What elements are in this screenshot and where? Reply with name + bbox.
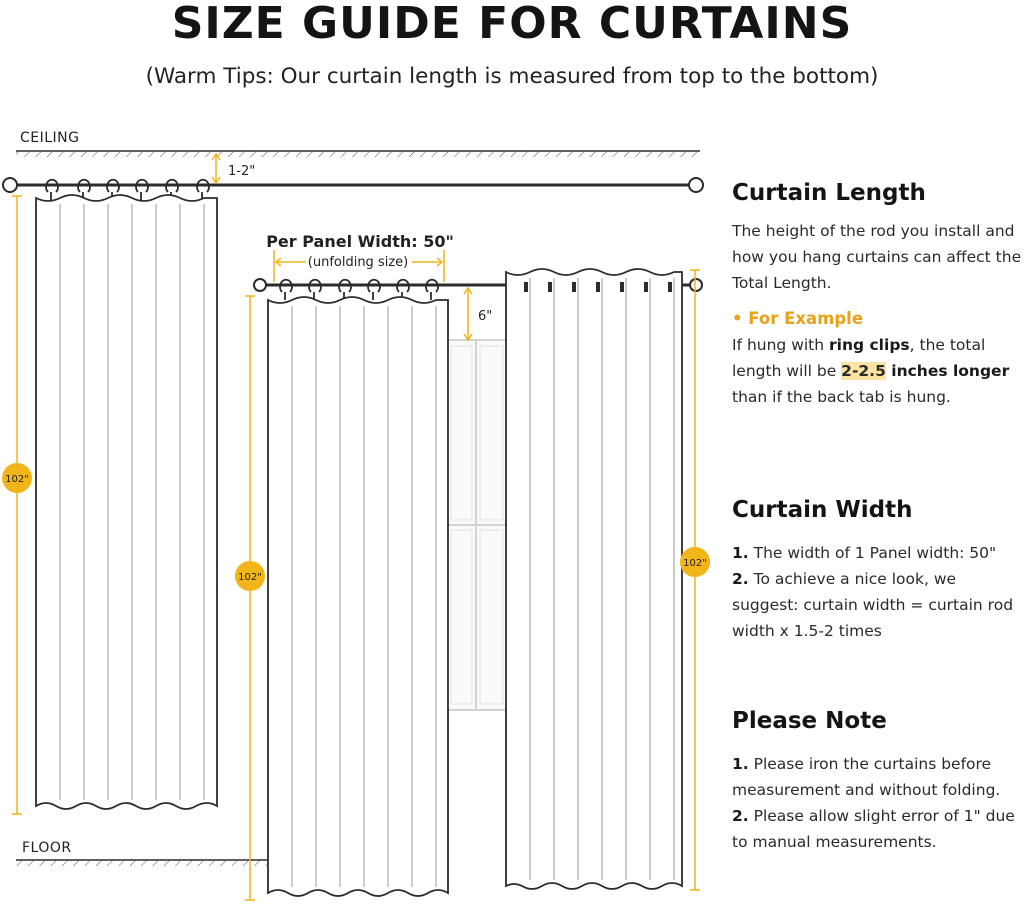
ceiling-label: CEILING	[20, 130, 80, 146]
curtain-width-item-2: 2. To achieve a nice look, we suggest: curtain width = curtain rod width x 1.5-2 times	[732, 570, 1014, 640]
please-note-section	[732, 708, 1024, 855]
page-title: SIZE GUIDE FOR CURTAINS	[171, 0, 853, 49]
please-note-item-2: 2. Please allow slight error of 1" due to manual measurements.	[732, 807, 1015, 851]
curtain-width-heading: Curtain Width	[732, 497, 913, 523]
floor-label: FLOOR	[22, 840, 72, 856]
example-label: • For Example	[732, 309, 864, 328]
length-left-label: 102"	[5, 474, 29, 485]
window-frame	[446, 340, 508, 710]
curtain-left	[36, 195, 217, 809]
curtain-width-section	[732, 497, 1024, 644]
length-right-label: 102"	[683, 558, 707, 569]
curtain-middle	[268, 297, 448, 896]
rod-gap-dimension	[212, 154, 220, 183]
highlight-value: 2-2.5	[841, 362, 886, 380]
length-dimension-middle	[235, 296, 265, 900]
drop-label: 6"	[478, 309, 493, 324]
page-subtitle: (Warm Tips: Our curtain length is measured from top to the bottom)	[145, 64, 879, 89]
length-middle-label: 102"	[238, 572, 262, 583]
panel-width-sub: (unfolding size)	[307, 255, 409, 270]
please-note-heading: Please Note	[732, 708, 887, 734]
curtain-length-text: The height of the rod you install and how you hang curtains can affect the Total Length.	[732, 222, 1022, 292]
rod-gap-label: 1-2"	[228, 164, 256, 179]
curtain-right	[506, 269, 682, 889]
length-dimension-left	[2, 196, 32, 814]
floor-line	[16, 860, 275, 866]
length-dimension-right	[680, 270, 710, 890]
curtain-length-section	[732, 180, 1024, 410]
please-note-item-1: 1. Please iron the curtains before measurement and without folding.	[732, 755, 1001, 799]
curtain-length-heading: Curtain Length	[732, 180, 926, 206]
panel-width-label: Per Panel Width: 50"	[266, 232, 454, 251]
ceiling-line	[16, 151, 700, 157]
curtain-width-item-1: 1. The width of 1 Panel width: 50"	[732, 544, 997, 562]
drop-dimension	[464, 288, 472, 340]
example-text: If hung with ring clips, the total length will be 2-2.5 inches longer than if the back tab is hung.	[732, 336, 1010, 406]
